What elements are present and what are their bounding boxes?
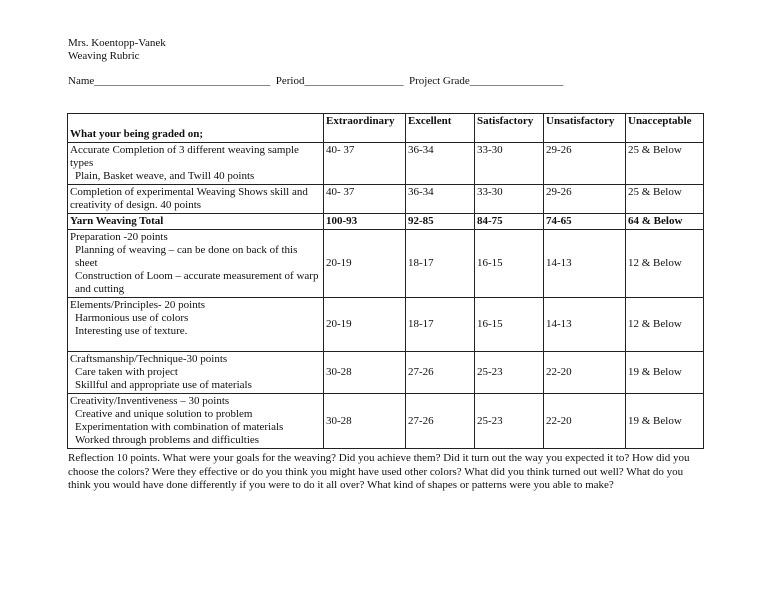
score-cell: 25 & Below	[626, 185, 704, 214]
criteria-line: Care taken with project	[75, 366, 178, 378]
criteria-line: Planning of weaving – can be done on back of this sheet	[75, 244, 298, 269]
table-row	[68, 394, 704, 449]
score-cell: 25-23	[475, 394, 544, 449]
score-cell: 27-26	[406, 394, 475, 449]
table-row	[68, 230, 704, 298]
criteria-line: Construction of Loom – accurate measurement of warp and cutting	[75, 270, 319, 295]
criteria-line: Plain, Basket weave, and Twill 40 points	[75, 170, 255, 182]
criteria-line: Accurate Completion of 3 different weaving sample types	[70, 144, 299, 169]
criteria-line: Interesting use of texture.	[75, 325, 188, 337]
grade-field: Project Grade_________________	[409, 75, 564, 87]
score-cell: 29-26	[544, 185, 626, 214]
rubric-table	[67, 113, 704, 449]
score-cell: 36-34	[406, 185, 475, 214]
period-field: Period__________________	[275, 75, 404, 87]
criteria-line: Skillful and appropriate use of materials	[75, 379, 252, 391]
criteria-cell: Completion of experimental Weaving Shows skill and creativity of design. 40 points	[68, 185, 324, 214]
criteria-line: Creativity/Inventiveness – 30 points	[70, 395, 230, 407]
column-header: Extraordinary	[324, 114, 406, 143]
criteria-line: Harmonious use of colors	[75, 312, 189, 324]
score-cell: 84-75	[475, 214, 544, 230]
criteria-cell	[68, 394, 324, 449]
score-cell: 30-28	[324, 352, 406, 394]
score-cell: 14-13	[544, 230, 626, 298]
score-cell: 27-26	[406, 352, 475, 394]
score-cell: 33-30	[475, 185, 544, 214]
score-cell: 36-34	[406, 143, 475, 185]
criteria-cell	[68, 230, 324, 298]
score-cell: 16-15	[475, 298, 544, 352]
criteria-line: Elements/Principles- 20 points	[70, 299, 206, 311]
name-field: Name________________________________	[68, 75, 271, 87]
score-cell: 25 & Below	[626, 143, 704, 185]
score-cell: 22-20	[544, 352, 626, 394]
table-row	[68, 143, 704, 185]
score-cell: 100-93	[324, 214, 406, 230]
score-cell: 20-19	[324, 230, 406, 298]
criteria-line: Creative and unique solution to problem	[75, 408, 253, 420]
column-header: Unacceptable	[626, 114, 704, 143]
score-cell: 40- 37	[324, 143, 406, 185]
score-cell: 29-26	[544, 143, 626, 185]
score-cell: 40- 37	[324, 185, 406, 214]
student-info-line	[68, 75, 563, 88]
score-cell: 30-28	[324, 394, 406, 449]
score-cell: 19 & Below	[626, 352, 704, 394]
score-cell: 16-15	[475, 230, 544, 298]
column-header: Excellent	[406, 114, 475, 143]
score-cell: 33-30	[475, 143, 544, 185]
teacher-name: Mrs. Koentopp-Vanek	[68, 37, 166, 49]
criteria-cell	[68, 352, 324, 394]
score-cell: 19 & Below	[626, 394, 704, 449]
column-header: Satisfactory	[475, 114, 544, 143]
criteria-line: Craftsmanship/Technique-30 points	[70, 353, 228, 365]
document-title: Weaving Rubric	[68, 50, 140, 62]
score-cell: 20-19	[324, 298, 406, 352]
criteria-line: Preparation -20 points	[70, 231, 168, 243]
score-cell: 18-17	[406, 298, 475, 352]
criteria-cell	[68, 143, 324, 185]
score-cell: 22-20	[544, 394, 626, 449]
criteria-cell: Yarn Weaving Total	[68, 214, 324, 230]
score-cell: 92-85	[406, 214, 475, 230]
criteria-line: Worked through problems and difficulties	[75, 434, 260, 446]
score-cell: 18-17	[406, 230, 475, 298]
column-header: Unsatisfactory	[544, 114, 626, 143]
score-cell: 74-65	[544, 214, 626, 230]
score-cell: 64 & Below	[626, 214, 704, 230]
criteria-cell	[68, 298, 324, 352]
score-cell: 14-13	[544, 298, 626, 352]
score-cell: 12 & Below	[626, 298, 704, 352]
score-cell: 12 & Below	[626, 230, 704, 298]
score-cell: 25-23	[475, 352, 544, 394]
table-row	[68, 185, 704, 214]
criteria-line: Experimentation with combination of materials	[75, 421, 284, 433]
table-row	[68, 352, 704, 394]
table-header-row	[68, 114, 704, 143]
total-row	[68, 214, 704, 230]
graded-on-header: What your being graded on;	[68, 114, 324, 143]
reflection-paragraph: Reflection 10 points. What were your goals for the weaving? Did you achieve them? Did it turn out the way you expected it to? How did you choose the colors? Were they effective or do you think you might have used other colors? What did you think turned out well? What do you think you would have done differently if you were to do it all over? What kind of shapes or patterns were you able to make?	[68, 452, 690, 491]
table-row	[68, 298, 704, 352]
